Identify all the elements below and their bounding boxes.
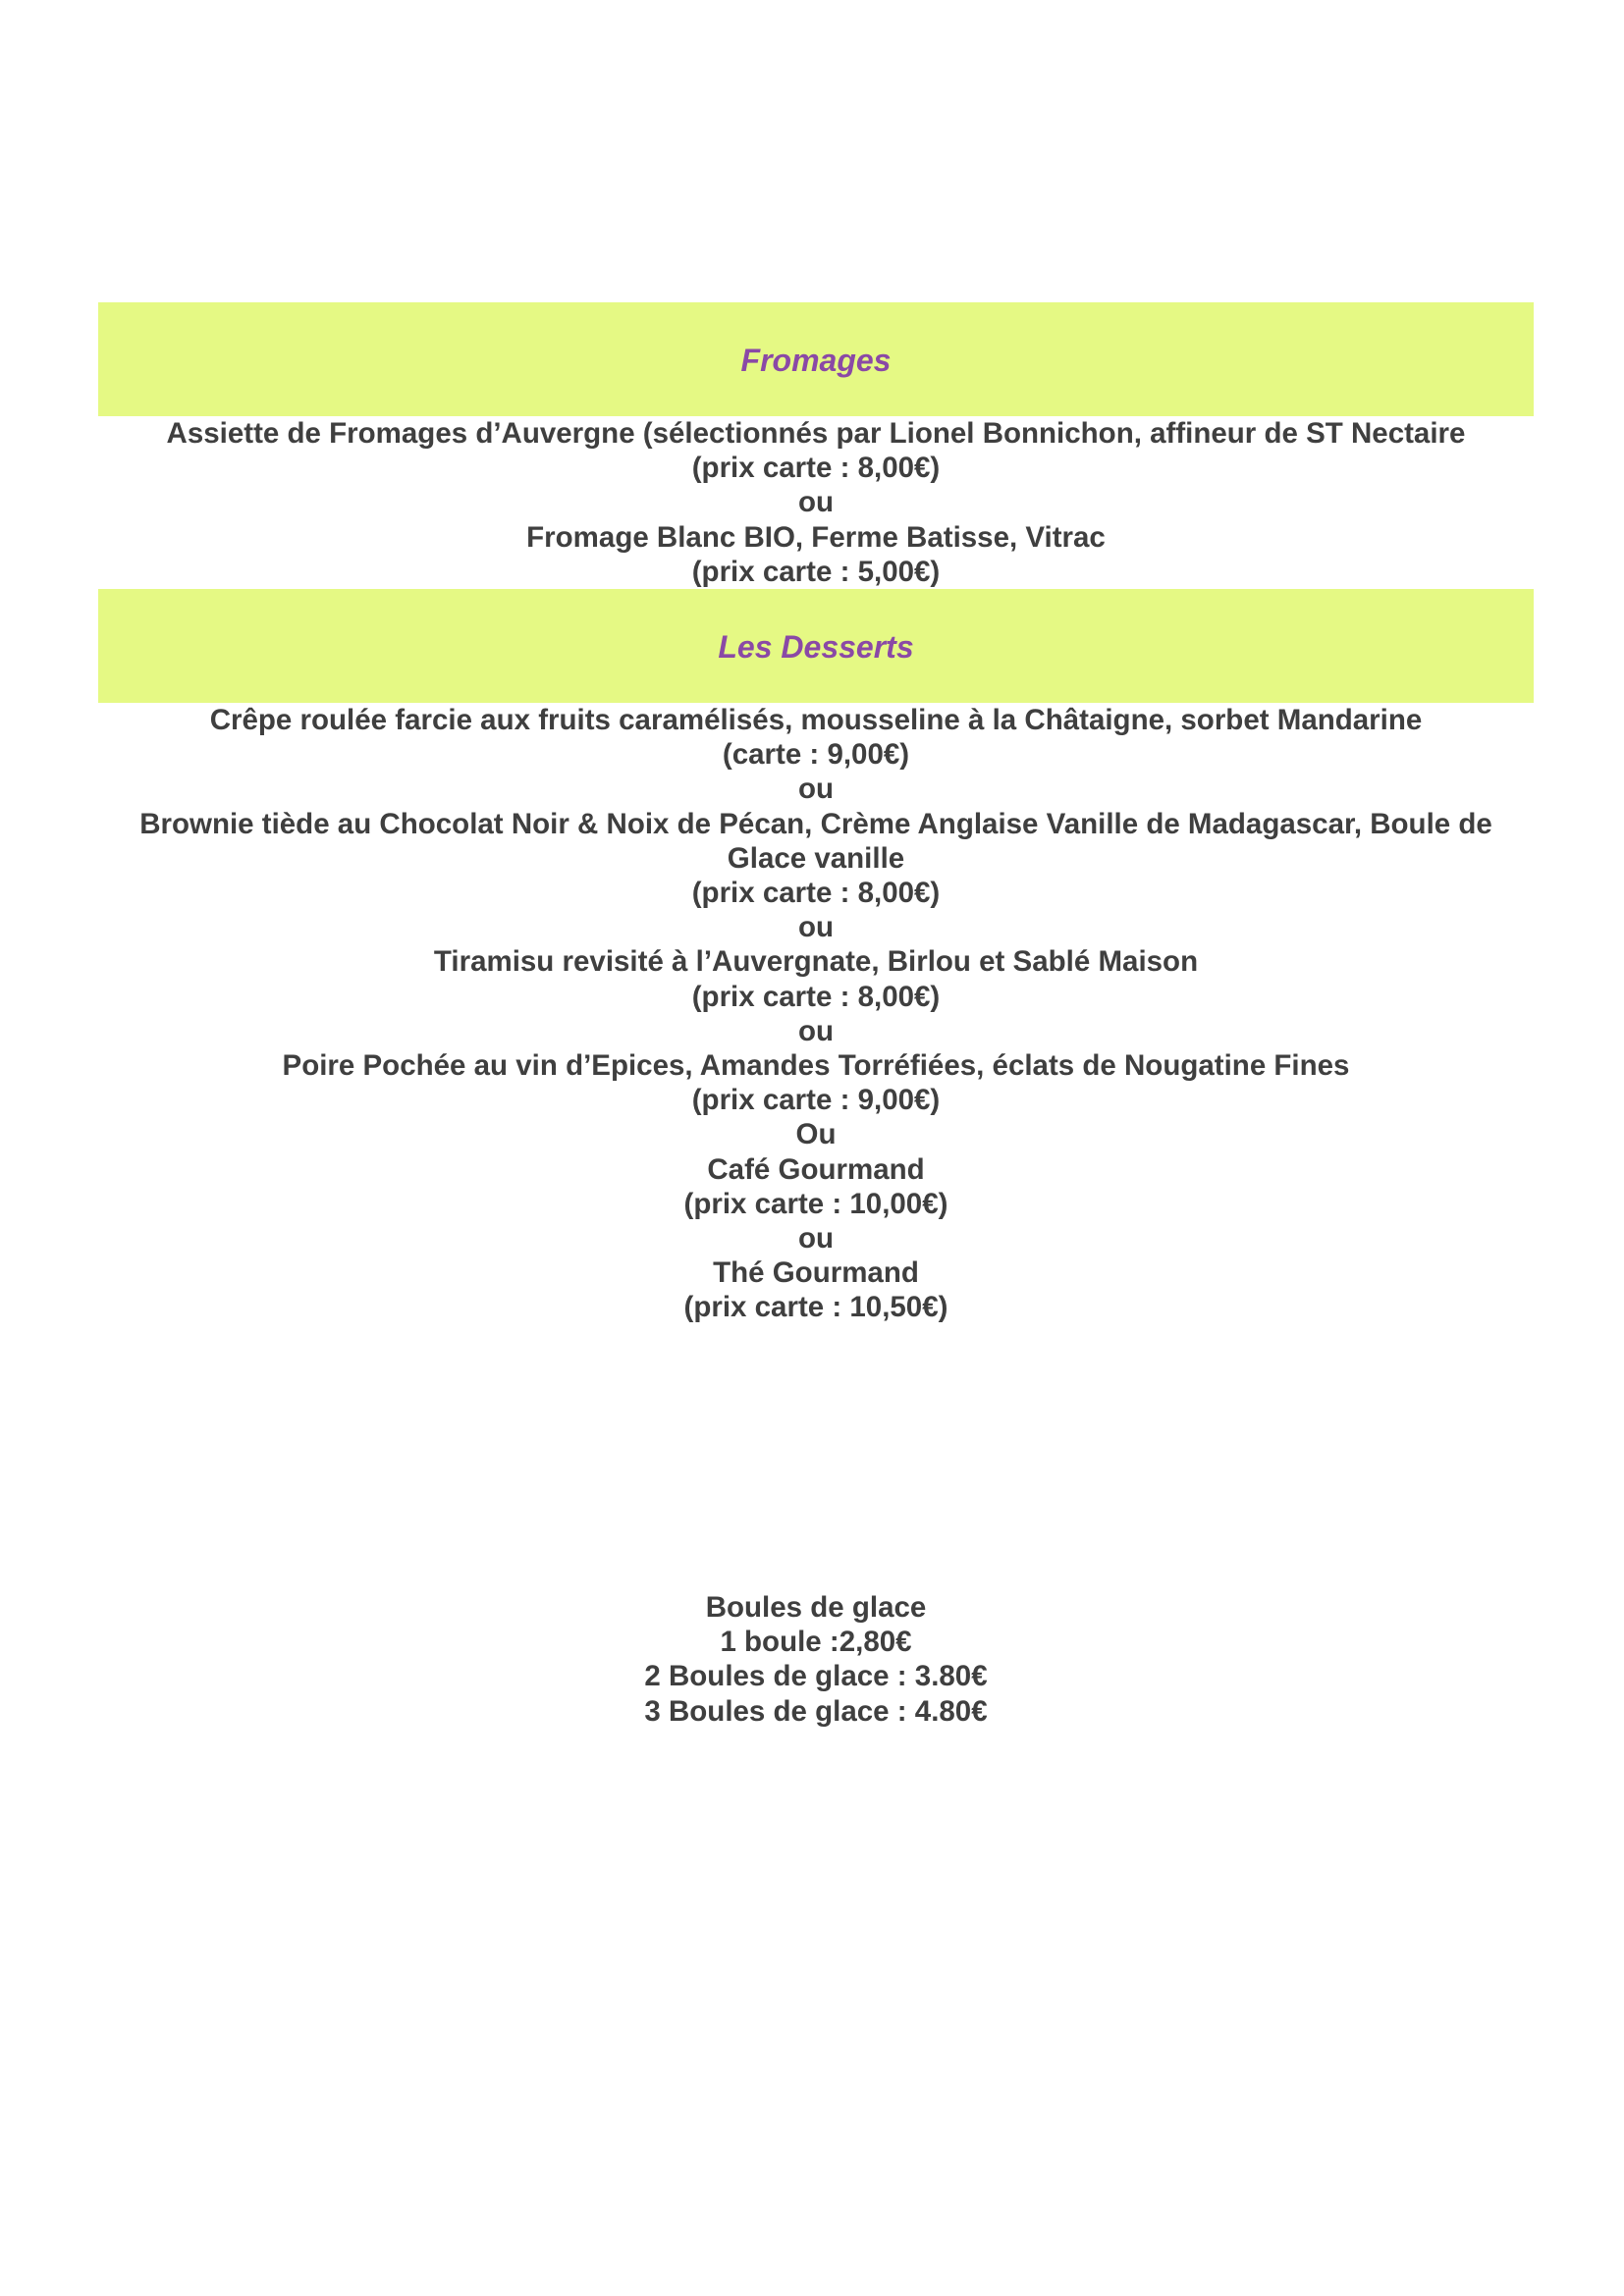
ice-cream-list xyxy=(98,1590,1534,1729)
menu-price-line: (carte : 9,00€) xyxy=(722,738,910,772)
desserts-section-title: Les Desserts xyxy=(718,629,914,665)
menu-item-line: Poire Pochée au vin d’Epices, Amandes Torréfiées, éclats de Nougatine Fines xyxy=(282,1049,1350,1083)
menu-price-line: (prix carte : 8,00€) xyxy=(691,877,941,910)
ice-cream-heading: Boules de glace xyxy=(705,1591,927,1624)
menu-price-line: (prix carte : 8,00€) xyxy=(691,452,941,485)
menu-item-line: Thé Gourmand xyxy=(713,1256,919,1290)
menu-price-line: (prix carte : 10,50€) xyxy=(683,1291,948,1324)
menu-separator: ou xyxy=(797,1222,835,1255)
menu-price-line: (prix carte : 8,00€) xyxy=(691,980,941,1013)
menu-price-line: (prix carte : 5,00€) xyxy=(691,555,941,588)
ice-cream-price-line: 2 Boules de glace : 3.80€ xyxy=(644,1660,988,1693)
menu-separator: ou xyxy=(797,486,835,519)
desserts-list xyxy=(98,703,1534,1325)
menu-separator: ou xyxy=(797,773,835,806)
menu-price-line: (prix carte : 10,00€) xyxy=(683,1187,948,1220)
menu-item-line: Assiette de Fromages d’Auvergne (sélectionnés par Lionel Bonnichon, affineur de ST Nectaire xyxy=(166,417,1466,450)
menu-separator: ou xyxy=(797,1014,835,1047)
menu-item-line: Glace vanille xyxy=(727,841,905,875)
ice-cream-price-line: 1 boule :2,80€ xyxy=(720,1626,912,1659)
menu-item-line: Tiramisu revisité à l’Auvergnate, Birlou et Sablé Maison xyxy=(433,945,1199,979)
menu-separator: Ou xyxy=(795,1118,837,1151)
menu-separator: ou xyxy=(797,911,835,944)
menu-item-line: Brownie tiède au Chocolat Noir & Noix de Pécan, Crème Anglaise Vanille de Madagascar, Boule de xyxy=(139,807,1492,840)
menu-item-line: Café Gourmand xyxy=(707,1152,925,1186)
ice-cream-price-line: 3 Boules de glace : 4.80€ xyxy=(644,1694,988,1728)
fromages-list xyxy=(98,416,1534,589)
fromages-section-title: Fromages xyxy=(740,343,892,378)
menu-item-line: Fromage Blanc BIO, Ferme Batisse, Vitrac xyxy=(526,520,1106,554)
menu-item-line: Crêpe roulée farcie aux fruits caramélisés, mousseline à la Châtaigne, sorbet Mandarine xyxy=(209,704,1423,736)
menu-price-line: (prix carte : 9,00€) xyxy=(691,1084,941,1117)
